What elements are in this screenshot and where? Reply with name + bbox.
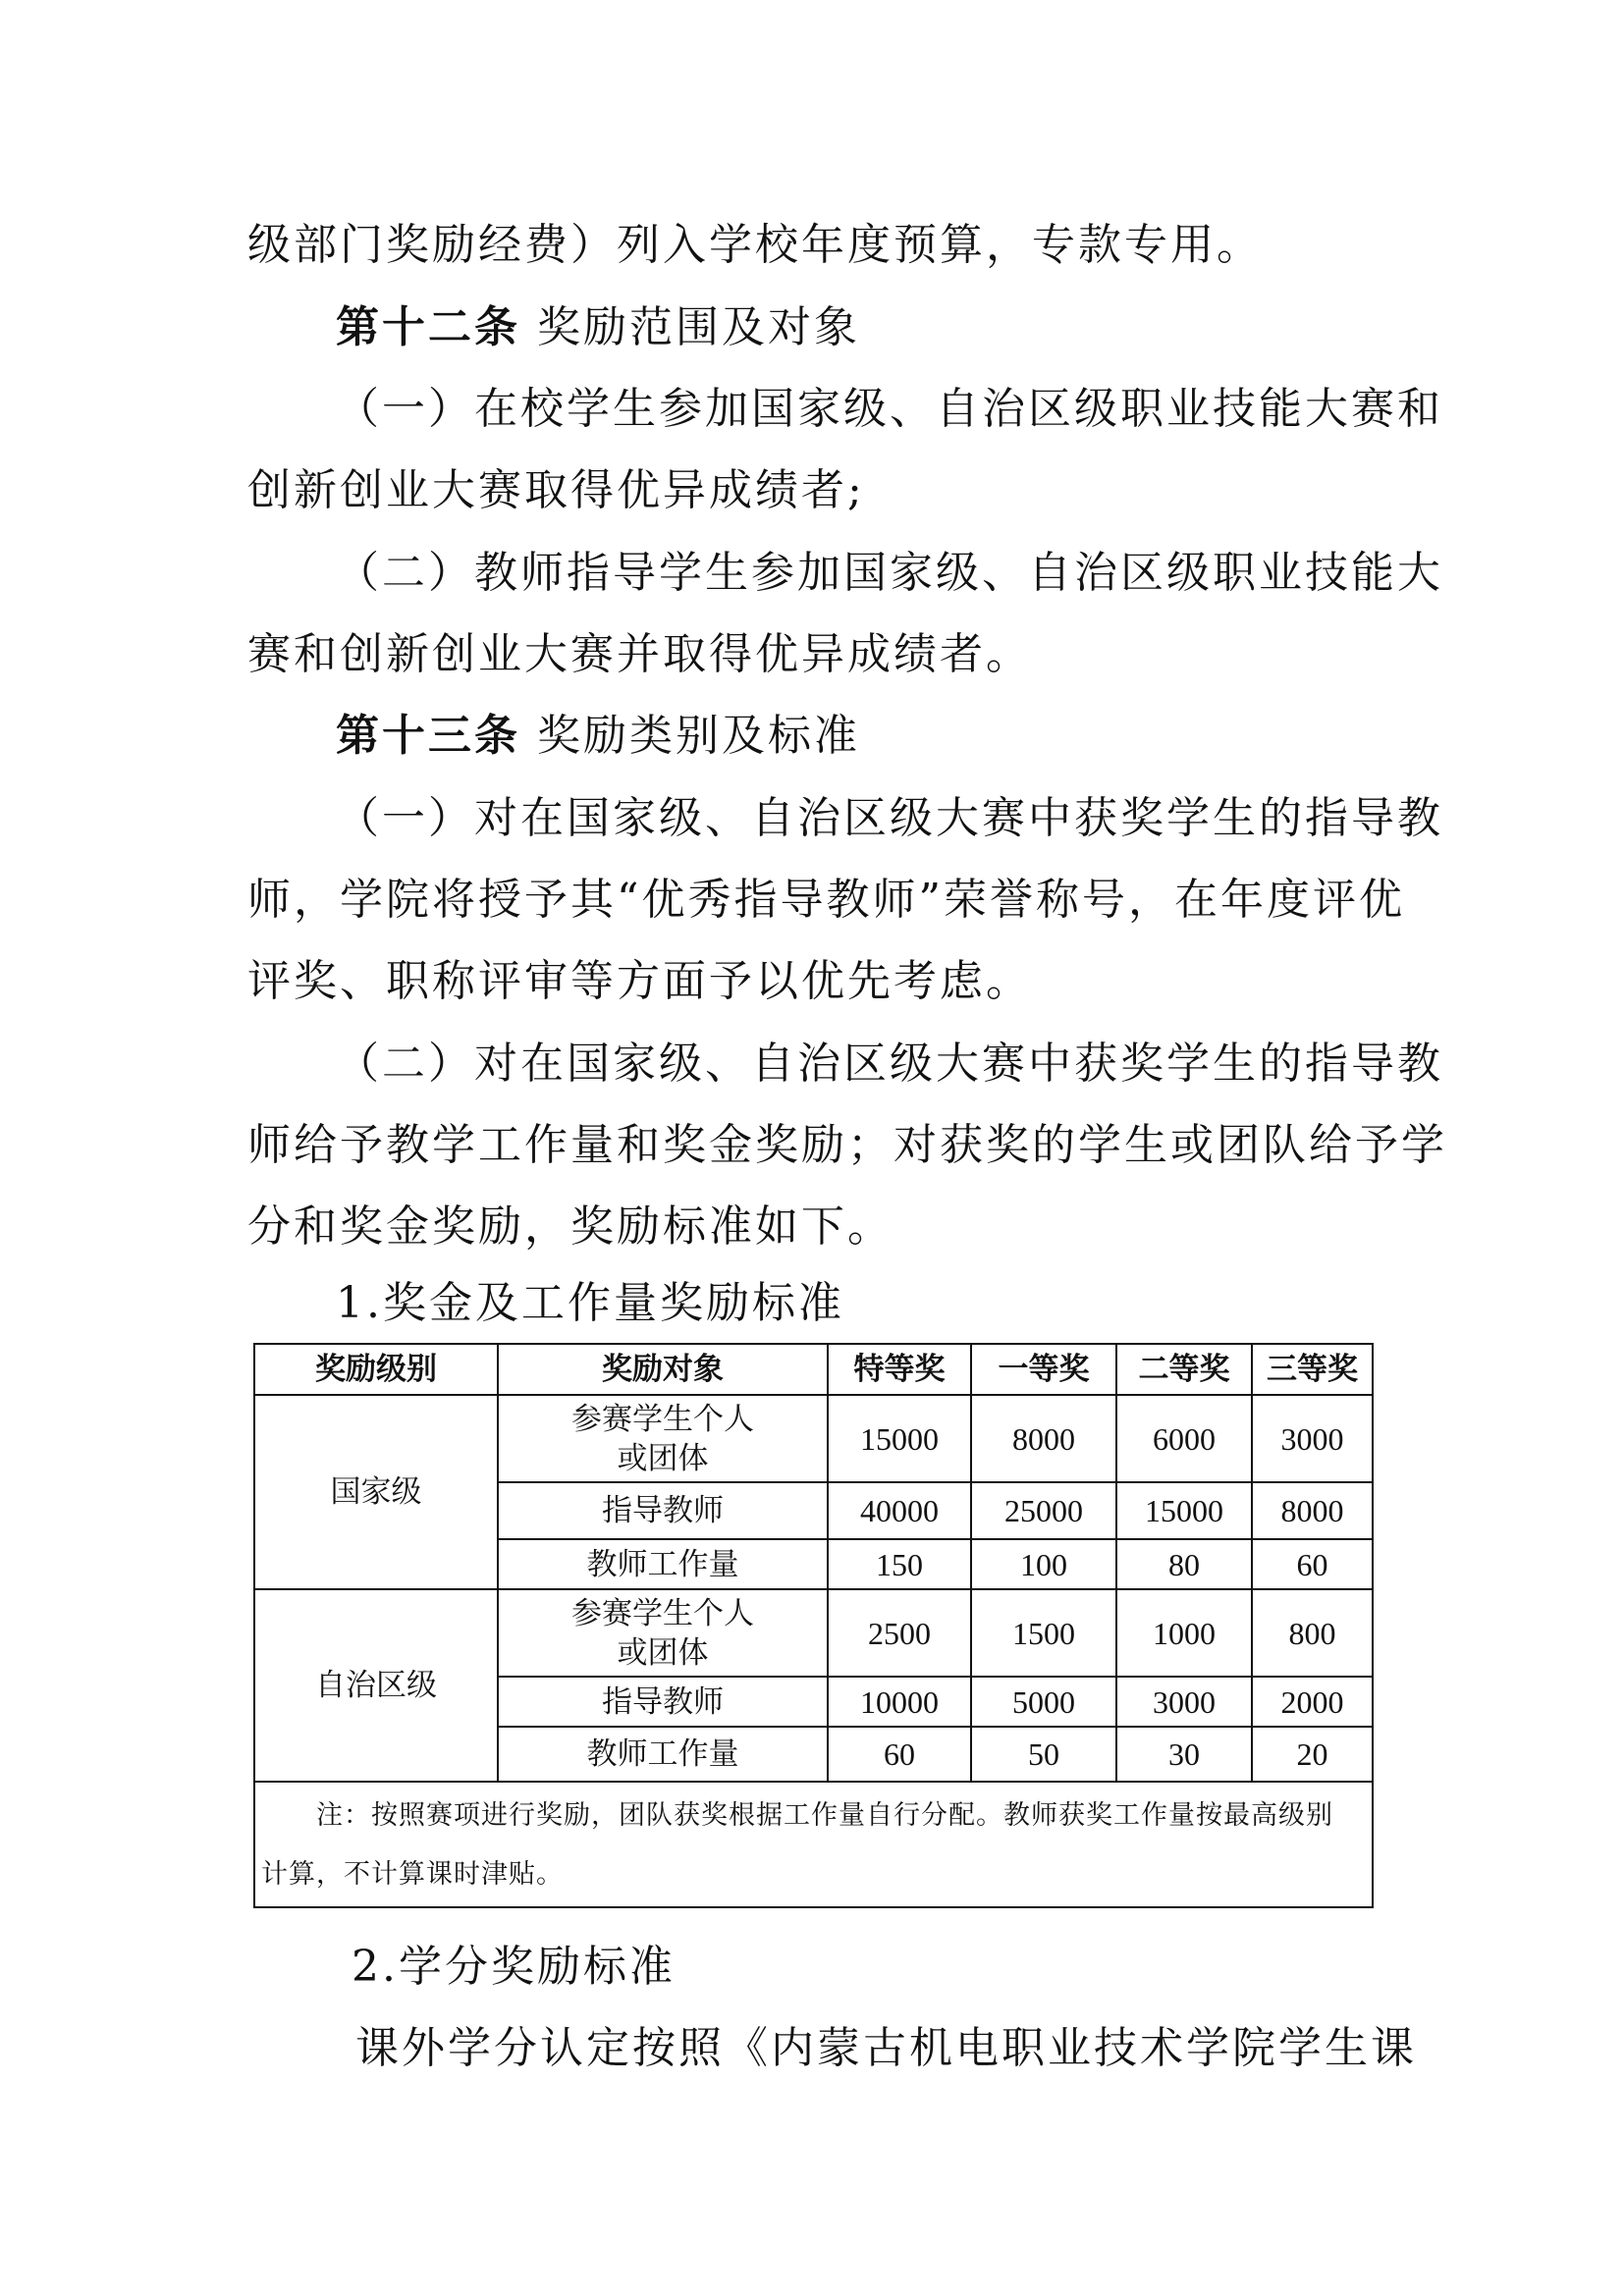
table-note-row xyxy=(254,1782,1373,1907)
header-award-target: 奖励对象 xyxy=(498,1344,828,1395)
value-cell: 2500 xyxy=(828,1589,971,1677)
award-standards-table xyxy=(253,1343,1374,1908)
value-cell: 2000 xyxy=(1252,1677,1373,1727)
paragraph-line: 级部门奖励经费）列入学校年度预算，专款专用。 xyxy=(247,220,1263,270)
value-cell: 1000 xyxy=(1116,1589,1252,1677)
target-cell: 指导教师 xyxy=(498,1677,828,1727)
value-cell: 40000 xyxy=(828,1482,971,1539)
value-cell: 15000 xyxy=(1116,1482,1252,1539)
article-12-title: 奖励范围及对象 xyxy=(537,302,860,352)
table-caption: 1.奖金及工作量奖励标准 xyxy=(336,1278,844,1328)
target-line: 或团体 xyxy=(617,1634,709,1671)
target-cell: 教师工作量 xyxy=(498,1539,828,1589)
article-12-label: 第十二条 xyxy=(336,302,520,352)
value-cell: 50 xyxy=(971,1727,1116,1782)
paragraph-line: 赛和创新创业大赛并取得优异成绩者。 xyxy=(247,629,1032,679)
level-cell-regional: 自治区级 xyxy=(254,1589,498,1782)
table-row xyxy=(254,1589,1373,1677)
target-cell xyxy=(498,1395,828,1482)
paragraph-line: 分和奖金奖励，奖励标准如下。 xyxy=(247,1201,893,1252)
value-cell: 100 xyxy=(971,1539,1116,1589)
value-cell: 6000 xyxy=(1116,1395,1252,1482)
value-cell: 1500 xyxy=(971,1589,1116,1677)
note-line-1: 注：按照赛项进行奖励，团队获奖根据工作量自行分配。教师获奖工作量按最高级别 xyxy=(316,1800,1333,1831)
value-cell: 15000 xyxy=(828,1395,971,1482)
article-13-label: 第十三条 xyxy=(336,711,520,761)
table-row xyxy=(254,1395,1373,1482)
article-12-heading xyxy=(336,296,860,359)
table-header-row xyxy=(254,1344,1373,1395)
target-line: 或团体 xyxy=(617,1440,709,1476)
paragraph-line: 课外学分认定按照《内蒙古机电职业技术学院学生课 xyxy=(355,2023,1417,2073)
section-heading: 2.学分奖励标准 xyxy=(352,1942,676,1992)
paragraph-line: （一）对在国家级、自治区级大赛中获奖学生的指导教 xyxy=(336,793,1443,843)
header-first-prize: 一等奖 xyxy=(971,1344,1116,1395)
value-cell: 60 xyxy=(1252,1539,1373,1589)
value-cell: 800 xyxy=(1252,1589,1373,1677)
target-line: 参赛学生个人 xyxy=(571,1401,754,1437)
target-cell: 指导教师 xyxy=(498,1482,828,1539)
paragraph-line: 创新创业大赛取得优异成绩者; xyxy=(247,465,865,515)
paragraph-line: （二）教师指导学生参加国家级、自治区级职业技能大 xyxy=(336,548,1443,598)
value-cell: 30 xyxy=(1116,1727,1252,1782)
header-second-prize: 二等奖 xyxy=(1116,1344,1252,1395)
header-special-prize: 特等奖 xyxy=(828,1344,971,1395)
value-cell: 80 xyxy=(1116,1539,1252,1589)
table-note xyxy=(254,1782,1373,1907)
value-cell: 10000 xyxy=(828,1677,971,1727)
value-cell: 3000 xyxy=(1116,1677,1252,1727)
target-line: 参赛学生个人 xyxy=(571,1595,754,1631)
target-cell xyxy=(498,1589,828,1677)
paragraph-line: （一）在校学生参加国家级、自治区级职业技能大赛和 xyxy=(336,384,1443,434)
target-cell: 教师工作量 xyxy=(498,1727,828,1782)
header-award-level: 奖励级别 xyxy=(254,1344,498,1395)
value-cell: 25000 xyxy=(971,1482,1116,1539)
paragraph-line: （二）对在国家级、自治区级大赛中获奖学生的指导教 xyxy=(336,1039,1443,1089)
note-line-2: 计算，不计算课时津贴。 xyxy=(261,1859,564,1890)
paragraph-line: 师，学院将授予其“优秀指导教师”荣誉称号，在年度评优 xyxy=(247,875,1405,925)
value-cell: 8000 xyxy=(971,1395,1116,1482)
header-third-prize: 三等奖 xyxy=(1252,1344,1373,1395)
paragraph-line: 评奖、职称评审等方面予以优先考虑。 xyxy=(247,956,1032,1006)
value-cell: 60 xyxy=(828,1727,971,1782)
article-13-title: 奖励类别及标准 xyxy=(537,711,860,761)
article-13-heading xyxy=(336,705,860,768)
value-cell: 8000 xyxy=(1252,1482,1373,1539)
value-cell: 5000 xyxy=(971,1677,1116,1727)
paragraph-line: 师给予教学工作量和奖金奖励；对获奖的学生或团队给予学 xyxy=(247,1120,1447,1170)
level-cell-national: 国家级 xyxy=(254,1395,498,1589)
value-cell: 150 xyxy=(828,1539,971,1589)
value-cell: 3000 xyxy=(1252,1395,1373,1482)
value-cell: 20 xyxy=(1252,1727,1373,1782)
